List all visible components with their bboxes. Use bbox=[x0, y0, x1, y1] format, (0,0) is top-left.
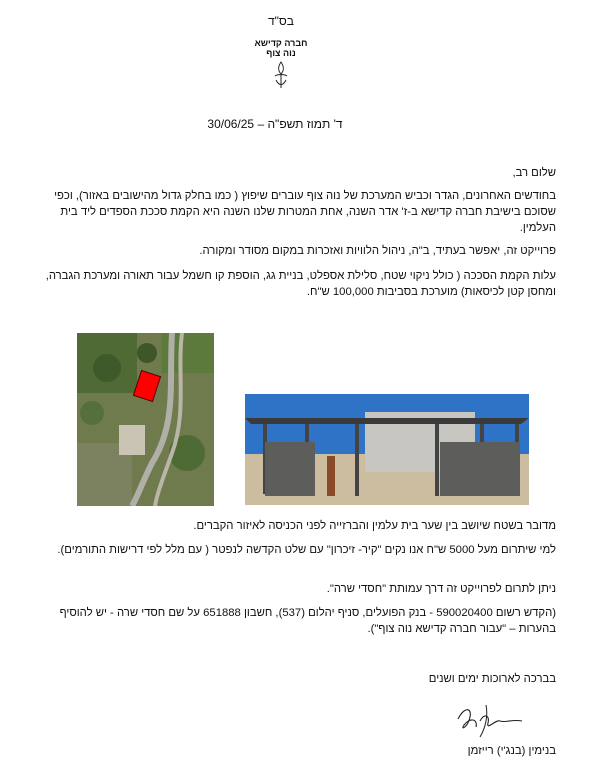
pavilion-photo bbox=[245, 394, 529, 505]
paragraph-6: ניתן לתרום לפרוייקט זה דרך עמותת "חסדי שרה". bbox=[326, 583, 556, 595]
paragraph-2: פרוייקט זה, יאפשר בעתיד, ב"ה, ניהול הלוויות ואזכרות במקום מסודר ומקורה. bbox=[199, 245, 556, 257]
paragraph-1: בחודשים האחרונים, הגדר וכביש המערכת של נוה צוף עוברים שיפוץ ( כמו בחלק גדול מהישובים באזור), וכפי שסוכם בישיבת חברה קדישא ב-ז' אדר השנה, אחת המטרות שלנו השנה היא הקמת סככת הספדים ליד בית העלמין. bbox=[54, 190, 556, 234]
closing-line: בברכה לארוכות ימים ושנים bbox=[428, 673, 556, 685]
greeting: שלום רב, bbox=[512, 167, 556, 179]
paragraph-7: (הקדש רשום 590020400 - בנק הפועלים, סניף יהלום (537), חשבון 651888 על שם חסדי שרה - יש להוסיף בהערות – "עבור חברה קדישא נוה צוף"). bbox=[59, 607, 556, 635]
paragraph-4: מדובר בשטח שיושב בין שער בית עלמין והברזייה לפני הכניסה לאיזור הקברים. bbox=[193, 520, 556, 532]
logo-emblem-icon bbox=[270, 60, 292, 90]
aerial-map-image bbox=[77, 333, 214, 506]
paragraph-3: עלות הקמת הסככה ( כולל ניקוי שטח, סלילת אספלט, בניית גג, הוספת קו חשמל עבור תאורה ומערכת הגברה, ומחסן קטן לכיסאות) מוערכת בסביבות 100,000 ש"ח. bbox=[45, 270, 556, 298]
bsd-header: בס"ד bbox=[268, 14, 294, 28]
paragraph-5: למי שיתרום מעל 5000 ש"ח אנו נקים "קיר- זיכרון" עם שלט הקדשה לנפטר ( עם מלל לפי דרישות התורמים). bbox=[57, 544, 556, 556]
signer-name: בנימין (בנג'י) רייזמן bbox=[467, 745, 556, 757]
logo-line-1: חברה קדישא bbox=[254, 38, 308, 48]
logo bbox=[251, 38, 311, 90]
signature-image bbox=[450, 697, 530, 739]
logo-line-2: נוה צוף bbox=[266, 48, 296, 58]
letter-date: ד' תמוז תשפ"ה – 30/06/25 bbox=[207, 117, 343, 131]
